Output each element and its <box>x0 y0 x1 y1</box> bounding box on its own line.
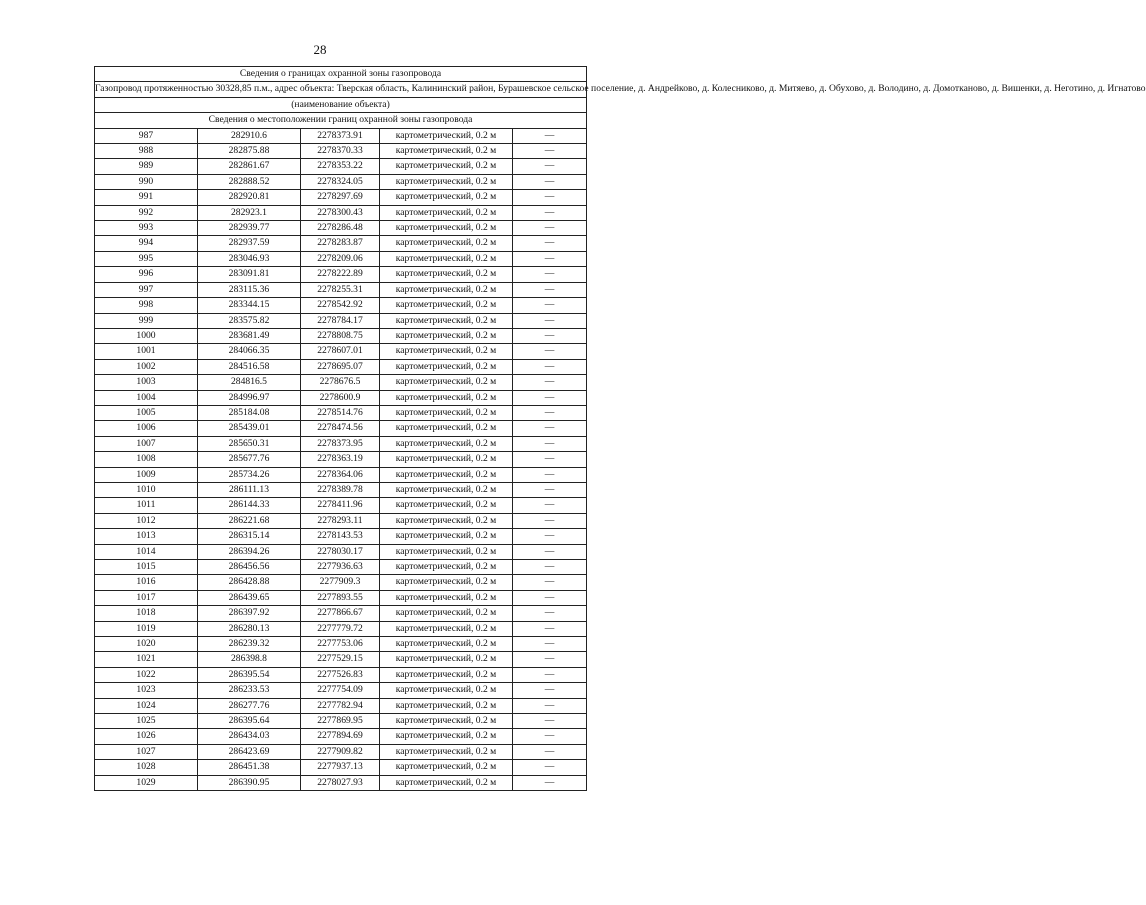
description-cell: — <box>513 128 587 143</box>
method-cell: картометрический, 0.2 м <box>380 344 513 359</box>
method-cell: картометрический, 0.2 м <box>380 498 513 513</box>
table-row <box>95 560 587 575</box>
description-cell: — <box>513 174 587 189</box>
description-cell: — <box>513 375 587 390</box>
point-number-cell: 1020 <box>95 637 198 652</box>
point-number-cell: 1007 <box>95 436 198 451</box>
point-number-cell: 1000 <box>95 328 198 343</box>
description-cell: — <box>513 421 587 436</box>
object-caption: (наименование объекта) <box>95 97 587 112</box>
y-coordinate-cell: 2278542.92 <box>301 298 380 313</box>
y-coordinate-cell: 2277936.63 <box>301 560 380 575</box>
point-number-cell: 997 <box>95 282 198 297</box>
table-row <box>95 714 587 729</box>
method-cell: картометрический, 0.2 м <box>380 575 513 590</box>
point-number-cell: 1004 <box>95 390 198 405</box>
point-number-cell: 1027 <box>95 744 198 759</box>
y-coordinate-cell: 2278389.78 <box>301 482 380 497</box>
table-row <box>95 159 587 174</box>
method-cell: картометрический, 0.2 м <box>380 652 513 667</box>
method-cell: картометрический, 0.2 м <box>380 744 513 759</box>
table-row <box>95 313 587 328</box>
table-title: Сведения о границах охранной зоны газопровода <box>95 67 587 82</box>
point-number-cell: 1026 <box>95 729 198 744</box>
method-cell: картометрический, 0.2 м <box>380 159 513 174</box>
y-coordinate-cell: 2278364.06 <box>301 467 380 482</box>
table-row <box>95 529 587 544</box>
section-caption-row <box>95 113 587 128</box>
point-number-cell: 1021 <box>95 652 198 667</box>
x-coordinate-cell: 286428.88 <box>198 575 301 590</box>
description-cell: — <box>513 405 587 420</box>
description-cell: — <box>513 637 587 652</box>
x-coordinate-cell: 285439.01 <box>198 421 301 436</box>
description-cell: — <box>513 652 587 667</box>
table-row <box>95 267 587 282</box>
description-cell: — <box>513 390 587 405</box>
description-cell: — <box>513 467 587 482</box>
point-number-cell: 1014 <box>95 544 198 559</box>
point-number-cell: 990 <box>95 174 198 189</box>
point-number-cell: 993 <box>95 221 198 236</box>
method-cell: картометрический, 0.2 м <box>380 529 513 544</box>
point-number-cell: 1016 <box>95 575 198 590</box>
point-number-cell: 994 <box>95 236 198 251</box>
method-cell: картометрический, 0.2 м <box>380 606 513 621</box>
table-row <box>95 128 587 143</box>
table-row <box>95 729 587 744</box>
table-row <box>95 359 587 374</box>
point-number-cell: 1024 <box>95 698 198 713</box>
x-coordinate-cell: 285184.08 <box>198 405 301 420</box>
point-number-cell: 988 <box>95 144 198 159</box>
y-coordinate-cell: 2278283.87 <box>301 236 380 251</box>
y-coordinate-cell: 2277753.06 <box>301 637 380 652</box>
x-coordinate-cell: 282875.88 <box>198 144 301 159</box>
method-cell: картометрический, 0.2 м <box>380 482 513 497</box>
y-coordinate-cell: 2278209.06 <box>301 251 380 266</box>
description-cell: — <box>513 267 587 282</box>
x-coordinate-cell: 285677.76 <box>198 452 301 467</box>
table-row <box>95 221 587 236</box>
table-row <box>95 590 587 605</box>
point-number-cell: 1028 <box>95 760 198 775</box>
y-coordinate-cell: 2278474.56 <box>301 421 380 436</box>
method-cell: картометрический, 0.2 м <box>380 436 513 451</box>
x-coordinate-cell: 286111.13 <box>198 482 301 497</box>
point-number-cell: 1015 <box>95 560 198 575</box>
method-cell: картометрический, 0.2 м <box>380 375 513 390</box>
method-cell: картометрический, 0.2 м <box>380 729 513 744</box>
method-cell: картометрический, 0.2 м <box>380 544 513 559</box>
x-coordinate-cell: 284516.58 <box>198 359 301 374</box>
y-coordinate-cell: 2278353.22 <box>301 159 380 174</box>
y-coordinate-cell: 2277779.72 <box>301 621 380 636</box>
point-number-cell: 1013 <box>95 529 198 544</box>
description-cell: — <box>513 560 587 575</box>
method-cell: картометрический, 0.2 м <box>380 221 513 236</box>
table-row <box>95 513 587 528</box>
description-cell: — <box>513 498 587 513</box>
method-cell: картометрический, 0.2 м <box>380 714 513 729</box>
y-coordinate-cell: 2277909.82 <box>301 744 380 759</box>
x-coordinate-cell: 286233.53 <box>198 683 301 698</box>
table-row <box>95 282 587 297</box>
description-cell: — <box>513 606 587 621</box>
method-cell: картометрический, 0.2 м <box>380 405 513 420</box>
y-coordinate-cell: 2278297.69 <box>301 190 380 205</box>
method-cell: картометрический, 0.2 м <box>380 560 513 575</box>
point-number-cell: 992 <box>95 205 198 220</box>
description-cell: — <box>513 144 587 159</box>
table-row <box>95 760 587 775</box>
method-cell: картометрический, 0.2 м <box>380 251 513 266</box>
table-row <box>95 375 587 390</box>
table-row <box>95 452 587 467</box>
point-number-cell: 998 <box>95 298 198 313</box>
x-coordinate-cell: 282888.52 <box>198 174 301 189</box>
description-cell: — <box>513 251 587 266</box>
point-number-cell: 1019 <box>95 621 198 636</box>
description-cell: — <box>513 159 587 174</box>
x-coordinate-cell: 286423.69 <box>198 744 301 759</box>
x-coordinate-cell: 283046.93 <box>198 251 301 266</box>
x-coordinate-cell: 286451.38 <box>198 760 301 775</box>
point-number-cell: 1009 <box>95 467 198 482</box>
x-coordinate-cell: 283115.36 <box>198 282 301 297</box>
y-coordinate-cell: 2278373.95 <box>301 436 380 451</box>
y-coordinate-cell: 2277754.09 <box>301 683 380 698</box>
table-row <box>95 606 587 621</box>
description-cell: — <box>513 298 587 313</box>
x-coordinate-cell: 282910.6 <box>198 128 301 143</box>
x-coordinate-cell: 283344.15 <box>198 298 301 313</box>
table-row <box>95 251 587 266</box>
point-number-cell: 1011 <box>95 498 198 513</box>
x-coordinate-cell: 283091.81 <box>198 267 301 282</box>
table-row <box>95 405 587 420</box>
method-cell: картометрический, 0.2 м <box>380 621 513 636</box>
method-cell: картометрический, 0.2 м <box>380 637 513 652</box>
y-coordinate-cell: 2278514.76 <box>301 405 380 420</box>
boundary-table <box>94 66 1146 791</box>
x-coordinate-cell: 286397.92 <box>198 606 301 621</box>
method-cell: картометрический, 0.2 м <box>380 267 513 282</box>
description-cell: — <box>513 544 587 559</box>
y-coordinate-cell: 2278293.11 <box>301 513 380 528</box>
table-row <box>95 174 587 189</box>
point-number-cell: 1008 <box>95 452 198 467</box>
description-row <box>95 82 587 97</box>
table-row <box>95 683 587 698</box>
x-coordinate-cell: 286398.8 <box>198 652 301 667</box>
description-cell: — <box>513 221 587 236</box>
x-coordinate-cell: 282923.1 <box>198 205 301 220</box>
x-coordinate-cell: 286390.95 <box>198 775 301 790</box>
description-cell: — <box>513 683 587 698</box>
table-row <box>95 190 587 205</box>
point-number-cell: 1022 <box>95 667 198 682</box>
table-row <box>95 621 587 636</box>
method-cell: картометрический, 0.2 м <box>380 698 513 713</box>
table-row <box>95 575 587 590</box>
point-number-cell: 1003 <box>95 375 198 390</box>
point-number-cell: 1010 <box>95 482 198 497</box>
method-cell: картометрический, 0.2 м <box>380 236 513 251</box>
table-row <box>95 744 587 759</box>
method-cell: картометрический, 0.2 м <box>380 513 513 528</box>
x-coordinate-cell: 283575.82 <box>198 313 301 328</box>
description-cell: — <box>513 436 587 451</box>
table-row <box>95 144 587 159</box>
table-row <box>95 482 587 497</box>
y-coordinate-cell: 2278411.96 <box>301 498 380 513</box>
method-cell: картометрический, 0.2 м <box>380 775 513 790</box>
description-cell: — <box>513 575 587 590</box>
x-coordinate-cell: 286395.54 <box>198 667 301 682</box>
point-number-cell: 991 <box>95 190 198 205</box>
method-cell: картометрический, 0.2 м <box>380 390 513 405</box>
method-cell: картометрический, 0.2 м <box>380 667 513 682</box>
y-coordinate-cell: 2277894.69 <box>301 729 380 744</box>
description-cell: — <box>513 775 587 790</box>
x-coordinate-cell: 282920.81 <box>198 190 301 205</box>
y-coordinate-cell: 2277529.15 <box>301 652 380 667</box>
y-coordinate-cell: 2278607.01 <box>301 344 380 359</box>
table-row <box>95 775 587 790</box>
table-row <box>95 328 587 343</box>
point-number-cell: 995 <box>95 251 198 266</box>
description-cell: — <box>513 744 587 759</box>
y-coordinate-cell: 2278808.75 <box>301 328 380 343</box>
x-coordinate-cell: 284996.97 <box>198 390 301 405</box>
point-number-cell: 989 <box>95 159 198 174</box>
method-cell: картометрический, 0.2 м <box>380 128 513 143</box>
point-number-cell: 996 <box>95 267 198 282</box>
description-cell: — <box>513 482 587 497</box>
method-cell: картометрический, 0.2 м <box>380 452 513 467</box>
point-number-cell: 1029 <box>95 775 198 790</box>
method-cell: картометрический, 0.2 м <box>380 760 513 775</box>
y-coordinate-cell: 2278300.43 <box>301 205 380 220</box>
y-coordinate-cell: 2277869.95 <box>301 714 380 729</box>
y-coordinate-cell: 2278600.9 <box>301 390 380 405</box>
x-coordinate-cell: 284816.5 <box>198 375 301 390</box>
point-number-cell: 987 <box>95 128 198 143</box>
table-row <box>95 421 587 436</box>
point-number-cell: 1012 <box>95 513 198 528</box>
point-number-cell: 1005 <box>95 405 198 420</box>
y-coordinate-cell: 2277526.83 <box>301 667 380 682</box>
method-cell: картометрический, 0.2 м <box>380 205 513 220</box>
y-coordinate-cell: 2277893.55 <box>301 590 380 605</box>
y-coordinate-cell: 2277909.3 <box>301 575 380 590</box>
table-row <box>95 344 587 359</box>
table-row <box>95 498 587 513</box>
page-number: 28 <box>313 42 327 57</box>
y-coordinate-cell: 2278676.5 <box>301 375 380 390</box>
x-coordinate-cell: 283681.49 <box>198 328 301 343</box>
y-coordinate-cell: 2278286.48 <box>301 221 380 236</box>
table-row <box>95 652 587 667</box>
description-cell: — <box>513 359 587 374</box>
point-number-cell: 1002 <box>95 359 198 374</box>
method-cell: картометрический, 0.2 м <box>380 190 513 205</box>
x-coordinate-cell: 286280.13 <box>198 621 301 636</box>
point-number-cell: 1018 <box>95 606 198 621</box>
point-number-cell: 1025 <box>95 714 198 729</box>
section-caption: Сведения о местоположении границ охранной зоны газопровода <box>95 113 587 128</box>
y-coordinate-cell: 2277937.13 <box>301 760 380 775</box>
x-coordinate-cell: 286239.32 <box>198 637 301 652</box>
description-cell: — <box>513 452 587 467</box>
method-cell: картометрический, 0.2 м <box>380 328 513 343</box>
y-coordinate-cell: 2278143.53 <box>301 529 380 544</box>
y-coordinate-cell: 2277866.67 <box>301 606 380 621</box>
y-coordinate-cell: 2278695.07 <box>301 359 380 374</box>
description-cell: — <box>513 236 587 251</box>
x-coordinate-cell: 286395.64 <box>198 714 301 729</box>
x-coordinate-cell: 286144.33 <box>198 498 301 513</box>
method-cell: картометрический, 0.2 м <box>380 174 513 189</box>
table-row <box>95 390 587 405</box>
x-coordinate-cell: 286439.65 <box>198 590 301 605</box>
description-cell: — <box>513 714 587 729</box>
point-number-cell: 1001 <box>95 344 198 359</box>
description-cell: — <box>513 729 587 744</box>
y-coordinate-cell: 2278324.05 <box>301 174 380 189</box>
x-coordinate-cell: 285650.31 <box>198 436 301 451</box>
y-coordinate-cell: 2278222.89 <box>301 267 380 282</box>
method-cell: картометрический, 0.2 м <box>380 421 513 436</box>
x-coordinate-cell: 284066.35 <box>198 344 301 359</box>
y-coordinate-cell: 2278030.17 <box>301 544 380 559</box>
x-coordinate-cell: 282937.59 <box>198 236 301 251</box>
description-cell: — <box>513 344 587 359</box>
point-number-cell: 999 <box>95 313 198 328</box>
description-cell: — <box>513 760 587 775</box>
x-coordinate-cell: 286456.56 <box>198 560 301 575</box>
method-cell: картометрический, 0.2 м <box>380 359 513 374</box>
description-cell: — <box>513 205 587 220</box>
method-cell: картометрический, 0.2 м <box>380 590 513 605</box>
table-row <box>95 467 587 482</box>
x-coordinate-cell: 286277.76 <box>198 698 301 713</box>
y-coordinate-cell: 2278363.19 <box>301 452 380 467</box>
method-cell: картометрический, 0.2 м <box>380 282 513 297</box>
method-cell: картометрический, 0.2 м <box>380 467 513 482</box>
table-row <box>95 667 587 682</box>
y-coordinate-cell: 2278373.91 <box>301 128 380 143</box>
point-number-cell: 1017 <box>95 590 198 605</box>
method-cell: картометрический, 0.2 м <box>380 144 513 159</box>
x-coordinate-cell: 282861.67 <box>198 159 301 174</box>
object-caption-row <box>95 97 587 112</box>
table-row <box>95 637 587 652</box>
table-row <box>95 436 587 451</box>
table-row <box>95 205 587 220</box>
description-cell: — <box>513 529 587 544</box>
x-coordinate-cell: 286315.14 <box>198 529 301 544</box>
description-cell: — <box>513 513 587 528</box>
object-description: Газопровод протяженностью 30328,85 п.м., адрес объекта: Тверская область, Калининский район, Бурашевское сельское поселение, д. Андрейково, д. Колесниково, д. Митяево, д. Обухово, д. Володино, д. Домотканово, д. Вишенки, д. Неготино, д. Игнатово <box>95 82 587 97</box>
description-cell: — <box>513 282 587 297</box>
description-cell: — <box>513 667 587 682</box>
y-coordinate-cell: 2278255.31 <box>301 282 380 297</box>
x-coordinate-cell: 285734.26 <box>198 467 301 482</box>
title-row <box>95 67 587 82</box>
y-coordinate-cell: 2278370.33 <box>301 144 380 159</box>
y-coordinate-cell: 2277782.94 <box>301 698 380 713</box>
y-coordinate-cell: 2278027.93 <box>301 775 380 790</box>
description-cell: — <box>513 328 587 343</box>
y-coordinate-cell: 2278784.17 <box>301 313 380 328</box>
description-cell: — <box>513 313 587 328</box>
point-number-cell: 1006 <box>95 421 198 436</box>
method-cell: картометрический, 0.2 м <box>380 298 513 313</box>
description-cell: — <box>513 590 587 605</box>
description-cell: — <box>513 698 587 713</box>
table-row <box>95 236 587 251</box>
point-number-cell: 1023 <box>95 683 198 698</box>
method-cell: картометрический, 0.2 м <box>380 683 513 698</box>
table-row <box>95 698 587 713</box>
table-body <box>95 67 1146 791</box>
table-row <box>95 544 587 559</box>
description-cell: — <box>513 621 587 636</box>
x-coordinate-cell: 286394.26 <box>198 544 301 559</box>
table-row <box>95 298 587 313</box>
x-coordinate-cell: 286434.03 <box>198 729 301 744</box>
method-cell: картометрический, 0.2 м <box>380 313 513 328</box>
x-coordinate-cell: 282939.77 <box>198 221 301 236</box>
description-cell: — <box>513 190 587 205</box>
x-coordinate-cell: 286221.68 <box>198 513 301 528</box>
